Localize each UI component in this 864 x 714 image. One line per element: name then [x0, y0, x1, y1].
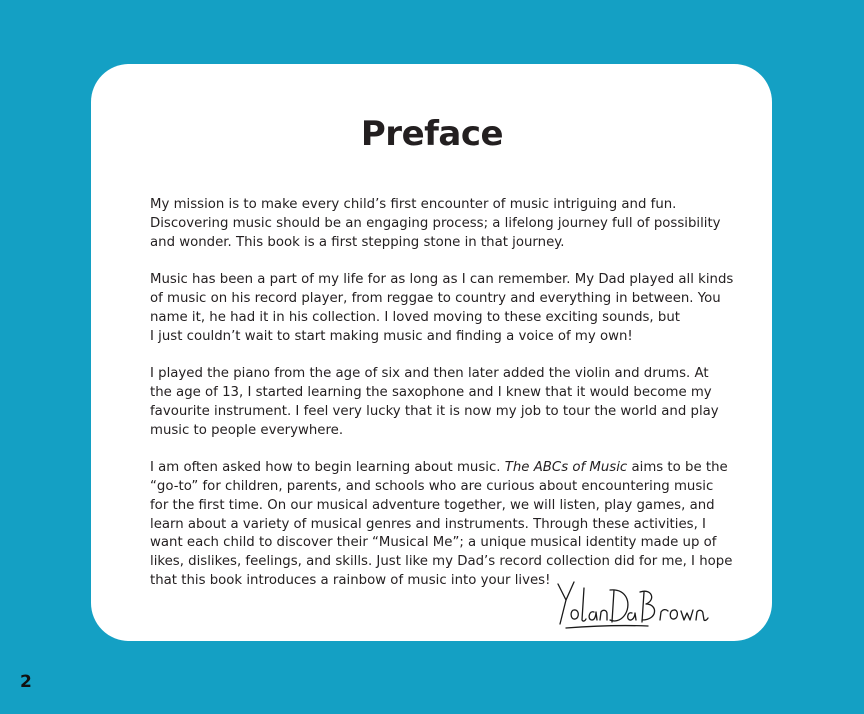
paragraph-1	[150, 196, 725, 252]
paragraph-line: want each child to discover their “Musical Me”; a unique musical identity made up of	[150, 535, 717, 551]
line-text: I am often asked how to begin learning about music.	[150, 460, 505, 476]
paragraph-line: I played the piano from the age of six and then later added the violin and drums. At	[150, 366, 709, 382]
author-signature	[552, 576, 712, 632]
page-title: Preface	[360, 114, 504, 154]
paragraph-line: and wonder. This book is a first stepping stone in that journey.	[150, 234, 565, 250]
paragraph-2	[150, 271, 734, 346]
paragraph-line: that this book introduces a rainbow of music into your lives!	[150, 572, 551, 588]
paragraph-line: music to people everywhere.	[150, 422, 344, 438]
paragraph-4	[150, 459, 733, 591]
paragraph-line: of music on his record player, from reggae to country and everything in between. You	[150, 290, 721, 306]
paragraph-line: likes, dislikes, feelings, and skills. Just like my Dad’s record collection did for me, I hope	[150, 554, 733, 570]
paragraph-line: the age of 13, I started learning the saxophone and I knew that it would become my	[150, 384, 712, 400]
paragraph-line: “go-to” for children, parents, and schools who are curious about encountering music	[150, 478, 714, 494]
paragraph-line: name it, he had it in his collection. I loved moving to these exciting sounds, but	[150, 309, 680, 325]
line-text: aims to be the	[627, 460, 728, 476]
preface-body	[150, 196, 734, 610]
page-number: 2	[20, 672, 32, 692]
paragraph-3	[150, 365, 725, 440]
paragraph-line: Discovering music should be an engaging process; a lifelong journey full of possibility	[150, 215, 721, 231]
paragraph-line: My mission is to make every child’s first encounter of music intriguing and fun.	[150, 197, 677, 212]
book-title: The ABCs of Music	[504, 460, 628, 476]
paragraph-line: Music has been a part of my life for as long as I can remember. My Dad played all kinds	[150, 272, 734, 288]
paragraph-line: for the first time. On our musical adventure together, we will listen, play games, and	[150, 497, 715, 513]
paragraph-line: learn about a variety of musical genres and instruments. Through these activities, I	[150, 516, 706, 532]
paragraph-line	[150, 459, 728, 478]
paragraph-line: I just couldn’t wait to start making music and finding a voice of my own!	[150, 328, 633, 344]
paragraph-line: favourite instrument. I feel very lucky that it is now my job to tour the world and play	[150, 403, 719, 419]
